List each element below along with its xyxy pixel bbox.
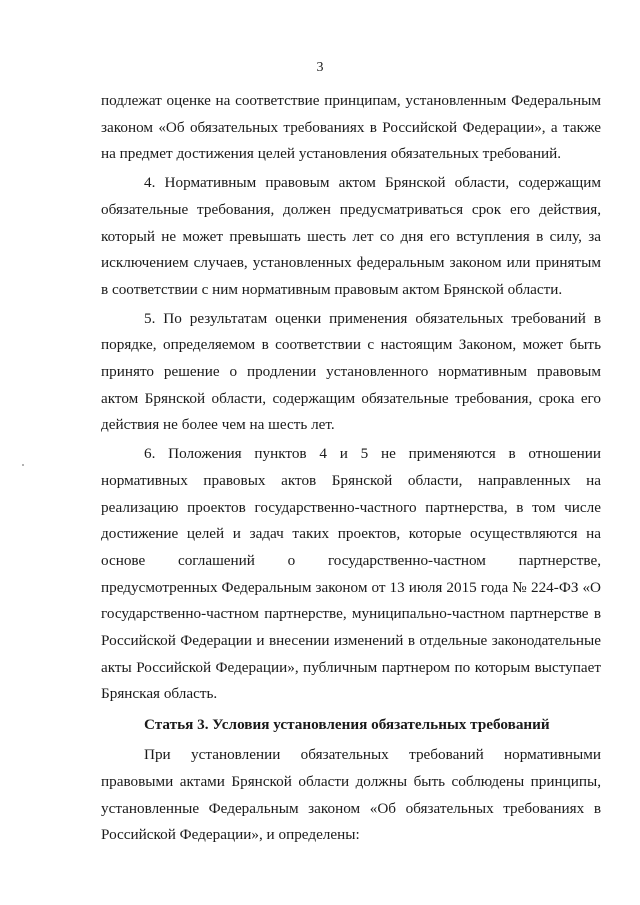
page-number: 3	[316, 60, 324, 75]
article-heading: Статья 3. Условия установления обязательных требований	[144, 716, 550, 734]
paragraph-item-4: 4. Нормативным правовым актом Брянской области, содержащим обязательные требования, должен предусматриваться срок его действия, который не может превышать шесть лет со дня его вступления в силу, за исключением случаев, установленных федеральным законом или принятым в соответствии с ним нормативным правовым актом Брянской области.	[101, 174, 601, 298]
paragraph-continuation: подлежат оценке на соответствие принципам, установленным Федеральным законом «Об обязательных требованиях в Российской Федерации», а также на предмет достижения целей установления обязательных требований.	[101, 92, 601, 163]
paragraph-item-6: 6. Положения пунктов 4 и 5 не применяются в отношении нормативных правовых актов Брянской области, направленных на реализацию проектов государственно-частного партнерства, в том числе достижение целей и задач таких проектов, которые осуществляются на основе соглашений о государственно-частном партнерстве, предусмотренных Федеральным законом от 13 июля 2015 года № 224-ФЗ «О государственно-частном партнерстве, муниципально-частном партнерстве в Российской Федерации и внесении изменений в отдельные законодательные акты Российской Федерации», публичным партнером по которым выступает Брянская область.	[101, 445, 601, 703]
margin-mark	[22, 464, 24, 466]
paragraph-item-5: 5. По результатам оценки применения обязательных требований в порядке, определяемом в соответствии с настоящим Законом, может быть принято решение о продлении установленного нормативным правовым актом Брянской области, содержащим обязательные требования, срока его действия не более чем на шесть лет.	[101, 309, 601, 434]
document-body	[101, 88, 601, 849]
paragraph-article-3-intro: При установлении обязательных требований нормативными правовыми актами Брянской области должны быть соблюдены принципы, установленные Федеральным законом «Об обязательных требованиях в Российской Федерации», и определены:	[101, 746, 601, 844]
